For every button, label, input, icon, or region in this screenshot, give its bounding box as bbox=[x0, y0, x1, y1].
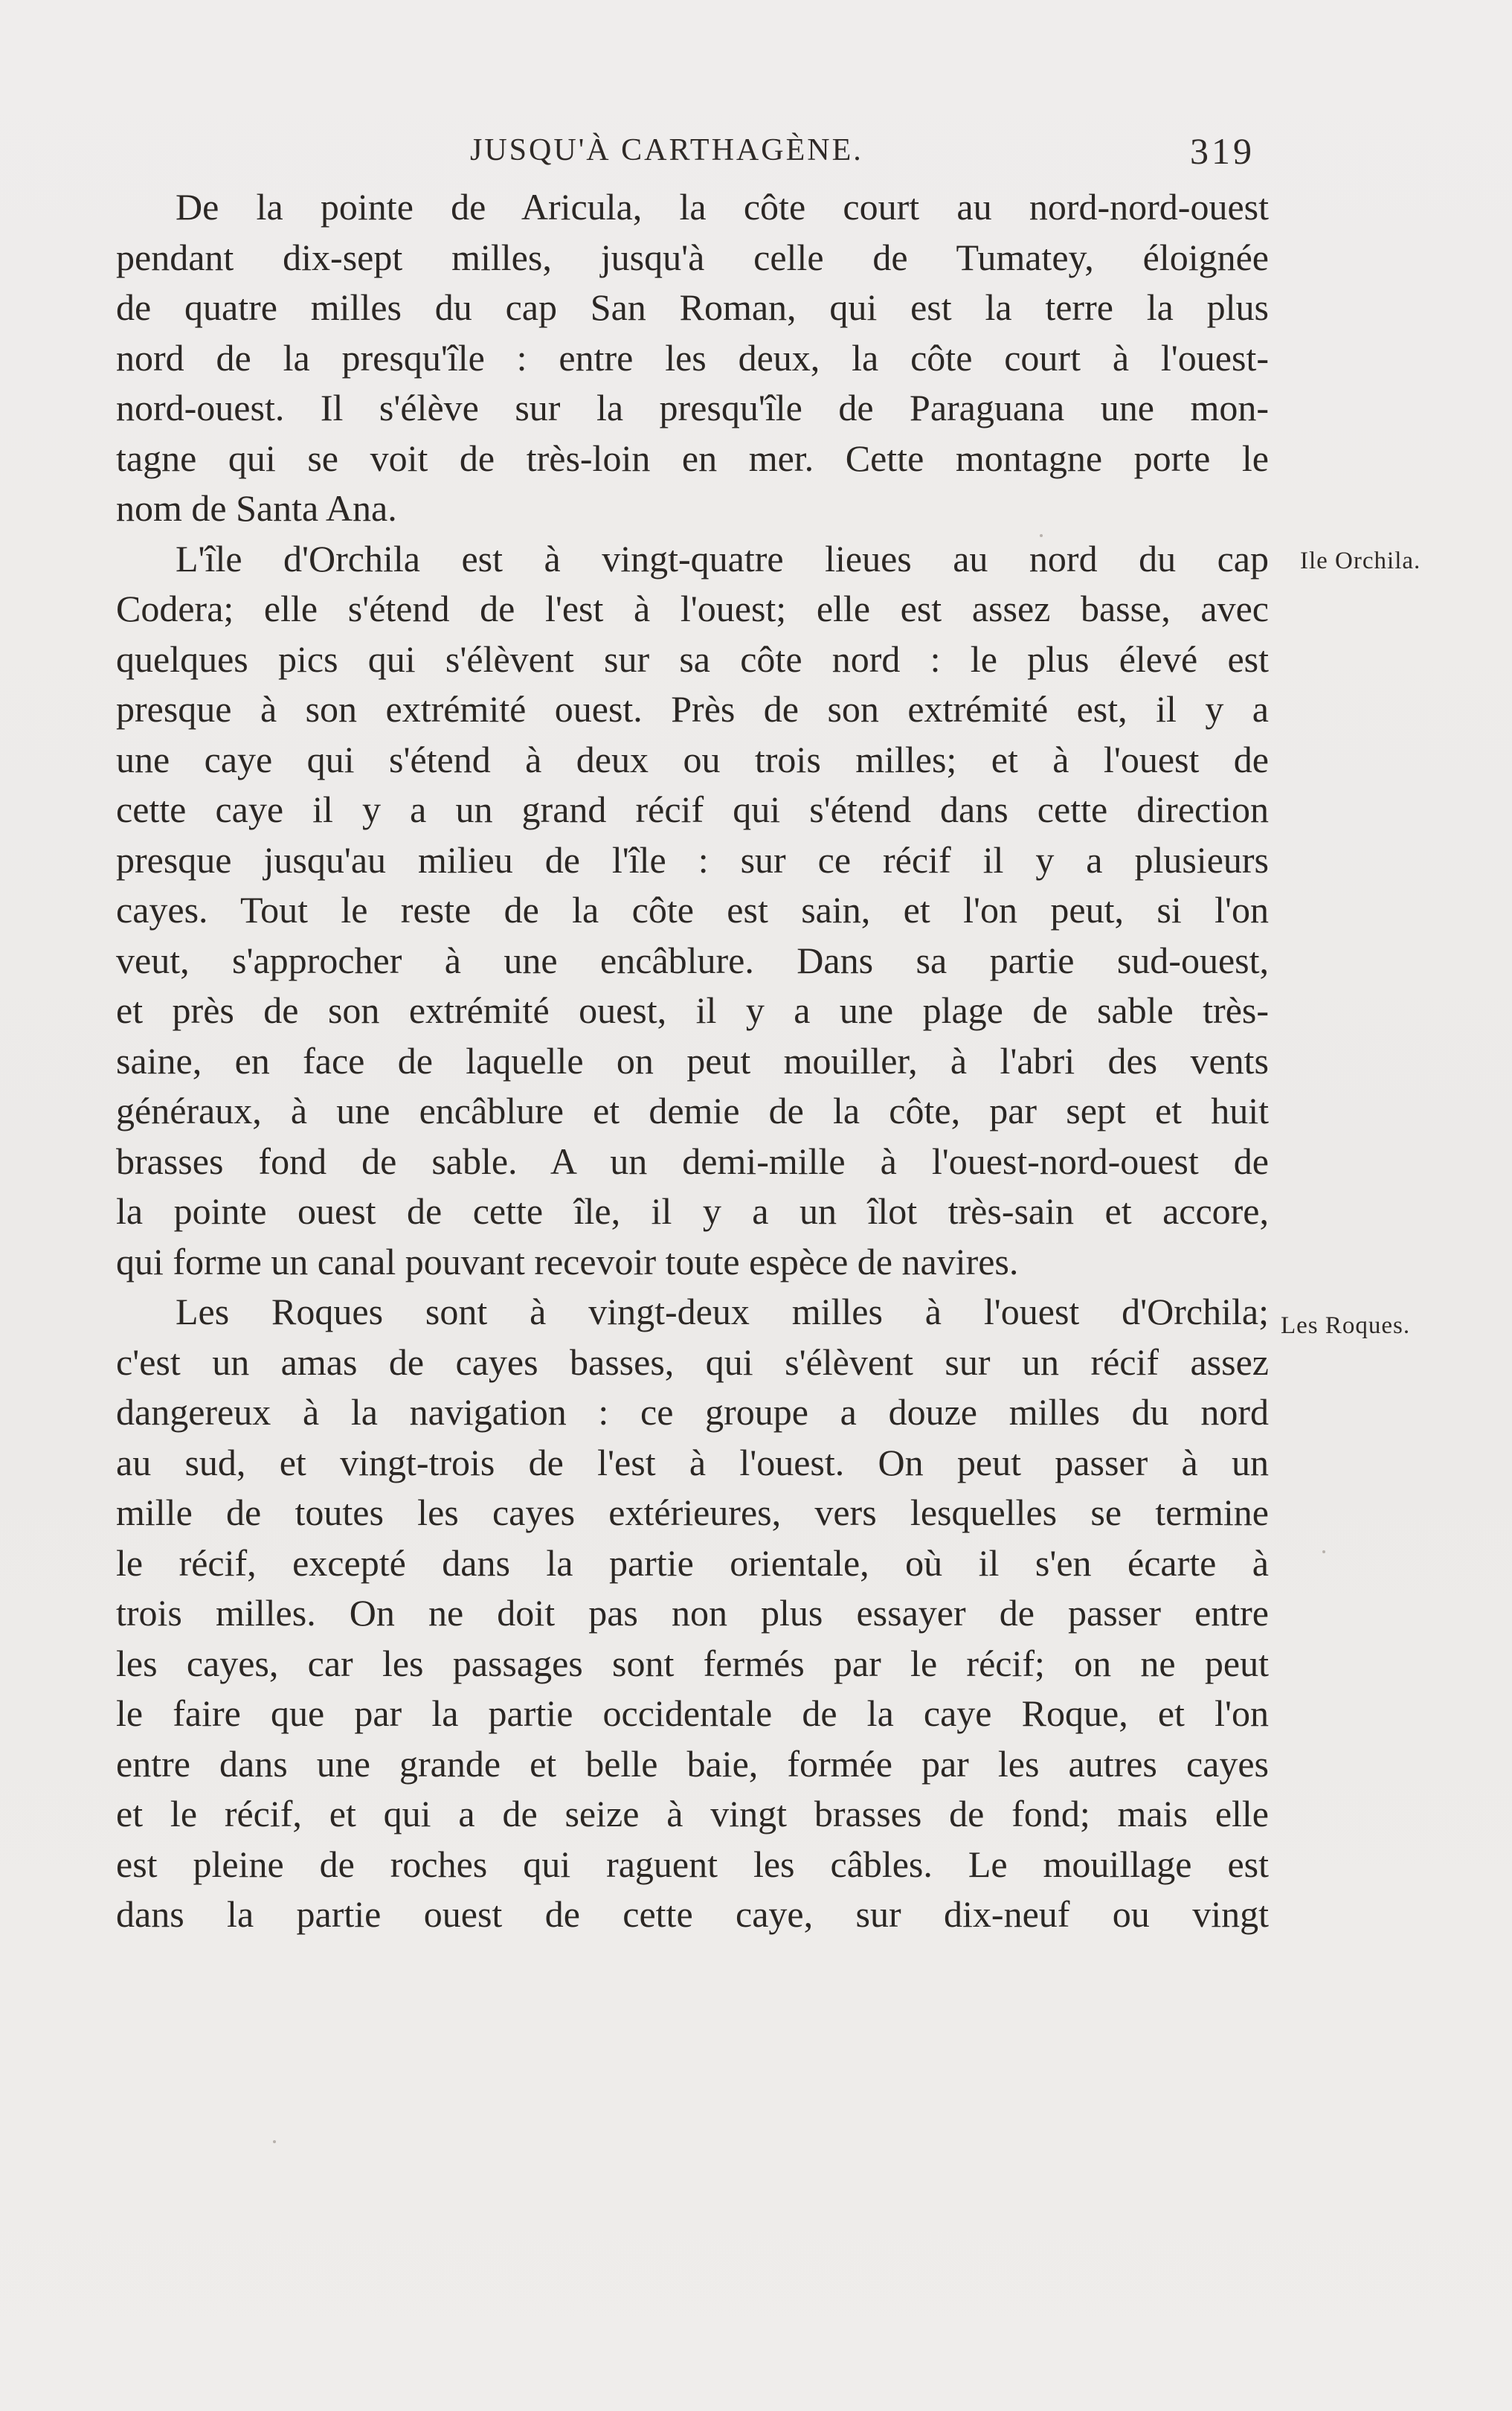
text-line: cette caye il y a un grand récif qui s'étend dans cette direction bbox=[116, 789, 1269, 830]
text-line: généraux, à une encâblure et demie de la côte, par sept et huit bbox=[116, 1090, 1269, 1131]
text-line: pendant dix-sept milles, jusqu'à celle de Tumatey, éloignée bbox=[116, 236, 1269, 278]
text-line: brasses fond de sable. A un demi-mille à l'ouest-nord-ouest de bbox=[116, 1140, 1269, 1182]
text-line: quelques pics qui s'élèvent sur sa côte nord : le plus élevé est bbox=[116, 638, 1269, 680]
margin-note-roques: Les Roques. bbox=[1281, 1312, 1411, 1339]
text-line: saine, en face de laquelle on peut mouiller, à l'abri des vents bbox=[116, 1039, 1269, 1082]
text-line: et près de son extrémité ouest, il y a une plage de sable très- bbox=[116, 989, 1269, 1031]
body-text bbox=[116, 182, 1269, 1940]
text-line: Codera; elle s'étend de l'est à l'ouest; elle est assez basse, avec bbox=[116, 588, 1269, 629]
text-line: le récif, excepté dans la partie orientale, où il s'en écarte à bbox=[116, 1541, 1269, 1584]
text-line: c'est un amas de cayes basses, qui s'élèvent sur un récif assez bbox=[116, 1341, 1269, 1383]
text-line: qui forme un canal pouvant recevoir toute espèce de navires. bbox=[116, 1240, 1019, 1282]
text-line: la pointe ouest de cette île, il y a un îlot très-sain et accore, bbox=[116, 1190, 1269, 1232]
text-line: De la pointe de Aricula, la côte court au nord-nord-ouest bbox=[176, 186, 1269, 228]
paper-speck bbox=[273, 2140, 276, 2143]
text-line: presque jusqu'au milieu de l'île : sur ce récif il y a plusieurs bbox=[116, 838, 1269, 881]
page-header bbox=[0, 126, 1512, 179]
text-line: de quatre milles du cap San Roman, qui est la terre la plus bbox=[116, 286, 1269, 328]
margin-note-orchila: Ile Orchila. bbox=[1300, 548, 1421, 574]
text-line: entre dans une grande et belle baie, formée par les autres cayes bbox=[116, 1742, 1269, 1785]
text-line: tagne qui se voit de très-loin en mer. Cette montagne porte le bbox=[116, 437, 1269, 479]
page-number: 319 bbox=[1190, 130, 1255, 172]
text-line: trois milles. On ne doit pas non plus essayer de passer entre bbox=[116, 1592, 1269, 1634]
text-line: nom de Santa Ana. bbox=[116, 487, 397, 529]
text-line: au sud, et vingt-trois de l'est à l'ouest. On peut passer à un bbox=[116, 1441, 1269, 1483]
text-line: veut, s'approcher à une encâblure. Dans sa partie sud-ouest, bbox=[116, 939, 1269, 981]
text-line: Les Roques sont à vingt-deux milles à l'ouest d'Orchila; bbox=[176, 1291, 1269, 1332]
text-line: mille de toutes les cayes extérieures, vers lesquelles se termine bbox=[116, 1492, 1269, 1533]
text-line: et le récif, et qui a de seize à vingt brasses de fond; mais elle bbox=[116, 1793, 1269, 1834]
text-line: cayes. Tout le reste de la côte est sain, et l'on peut, si l'on bbox=[116, 889, 1269, 931]
text-line: une caye qui s'étend à deux ou trois milles; et à l'ouest de bbox=[116, 738, 1269, 780]
text-line: dans la partie ouest de cette caye, sur dix-neuf ou vingt bbox=[116, 1893, 1269, 1935]
paper-speck bbox=[1322, 1550, 1325, 1553]
text-line: est pleine de roches qui raguent les câbles. Le mouillage est bbox=[116, 1843, 1269, 1885]
text-line: presque à son extrémité ouest. Près de son extrémité est, il y a bbox=[116, 688, 1269, 730]
text-line: le faire que par la partie occidentale de la caye Roque, et l'on bbox=[116, 1692, 1269, 1734]
text-line: nord de la presqu'île : entre les deux, la côte court à l'ouest- bbox=[116, 336, 1269, 379]
text-line: L'île d'Orchila est à vingt-quatre lieues au nord du cap bbox=[176, 537, 1269, 580]
text-line: dangereux à la navigation : ce groupe a douze milles du nord bbox=[116, 1391, 1269, 1433]
text-line: les cayes, car les passages sont fermés par le récif; on ne peut bbox=[116, 1642, 1269, 1684]
running-title: JUSQU'À CARTHAGÈNE. bbox=[470, 133, 863, 167]
paper-speck bbox=[1040, 534, 1043, 537]
text-line: nord-ouest. Il s'élève sur la presqu'île de Paraguana une mon- bbox=[116, 387, 1269, 428]
